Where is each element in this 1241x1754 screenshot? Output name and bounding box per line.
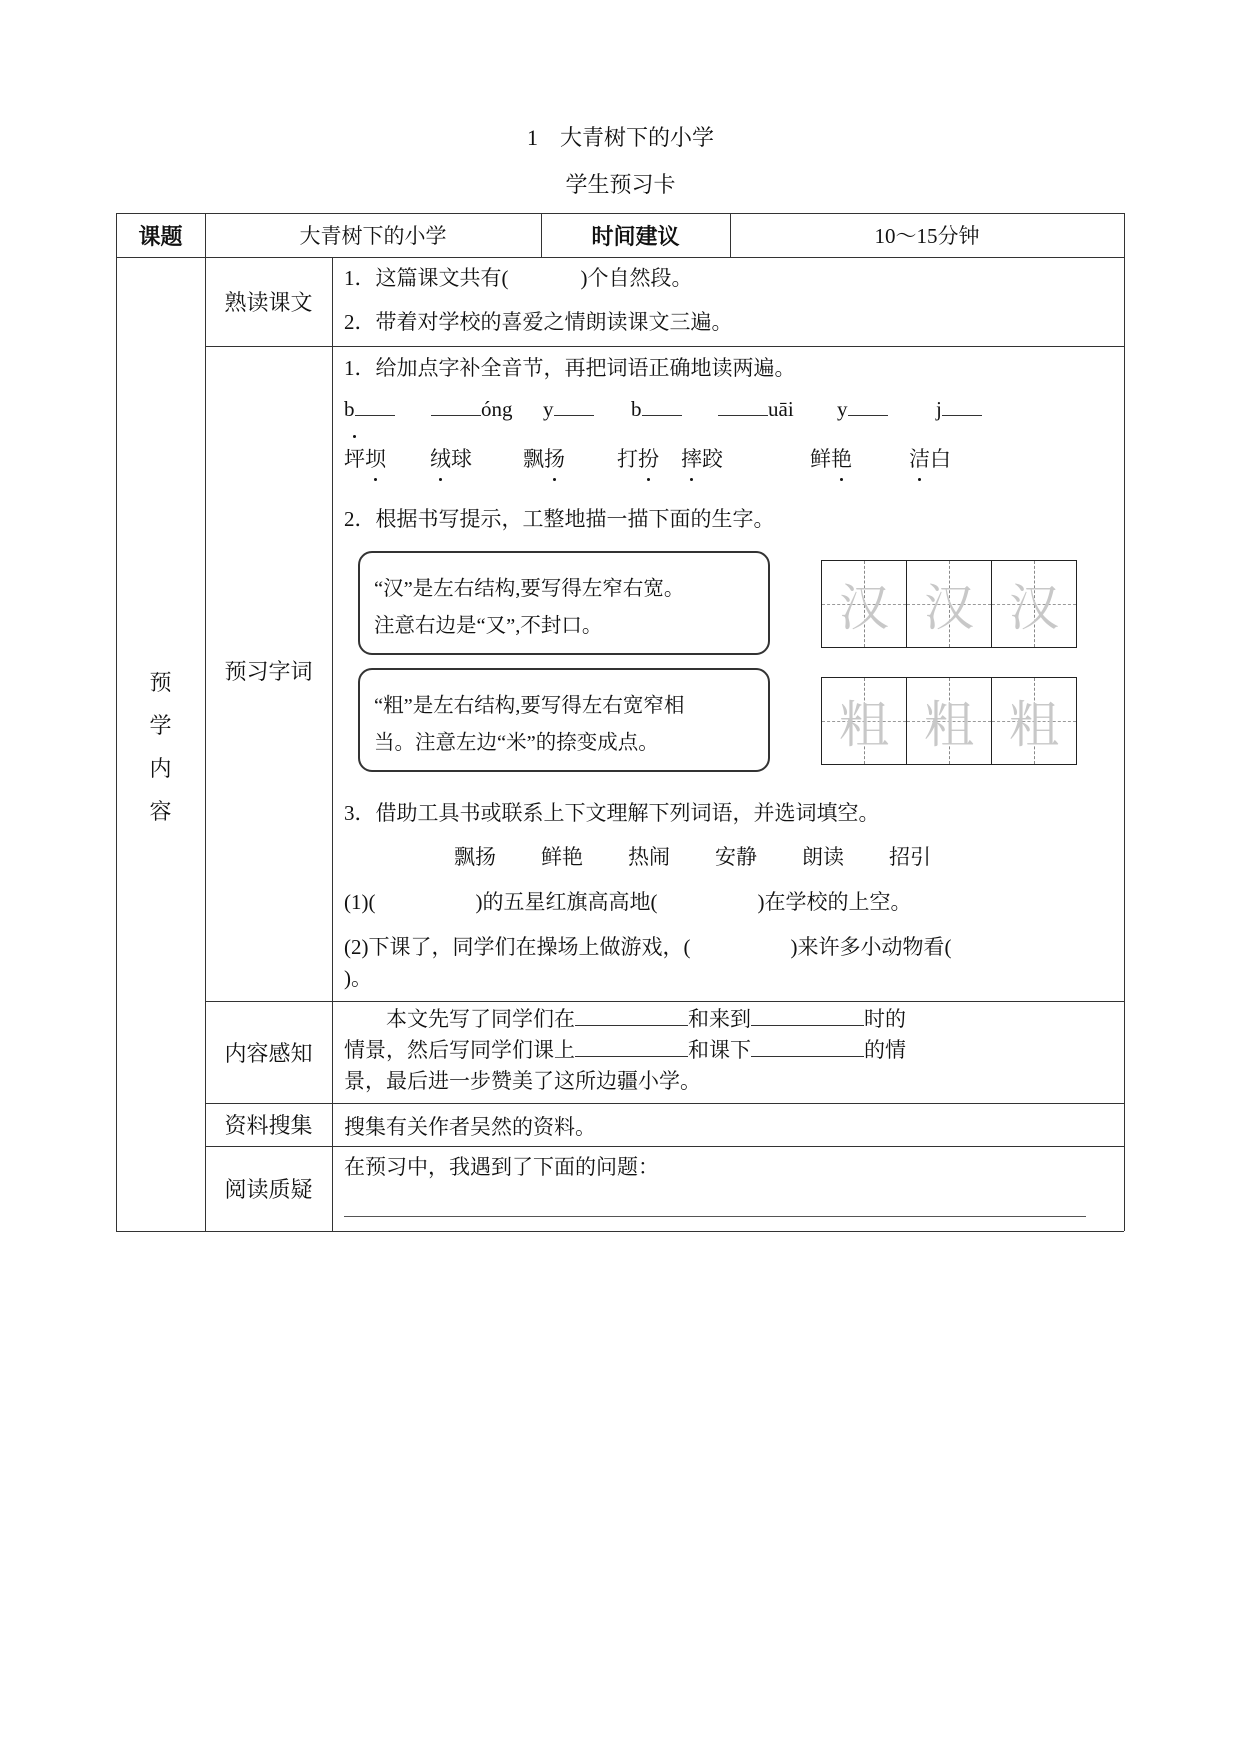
section-label-char: 容 <box>149 800 172 825</box>
word-char: 鲜 <box>810 447 831 471</box>
pinyin-text: b <box>631 397 642 421</box>
reading-item-1-prefix: 1．这篇课文共有( <box>344 266 509 290</box>
dotted-char: 艳 <box>831 443 852 473</box>
vocab-word <box>344 443 386 473</box>
word-choice: 招引 <box>889 845 931 869</box>
question-answer-line[interactable] <box>344 1216 1086 1217</box>
word-choices <box>454 841 931 871</box>
section-label-char: 学 <box>149 714 172 739</box>
pinyin-b-2[interactable] <box>631 397 682 422</box>
divider <box>205 1103 1124 1104</box>
perception-text: 和来到 <box>688 1007 751 1031</box>
pinyin-j[interactable] <box>936 397 982 422</box>
vocab-word <box>523 443 565 473</box>
vocab-word <box>430 443 472 473</box>
tracing-cell[interactable] <box>822 561 907 647</box>
reading-item-1 <box>344 262 693 292</box>
perception-text: 情景，然后写同学们课上 <box>344 1038 575 1062</box>
topic-value: 大青树下的小学 <box>299 224 447 248</box>
table-border-bottom <box>116 1231 1124 1232</box>
tracing-char: 粗 <box>1009 696 1059 754</box>
pinyin-ong[interactable] <box>431 397 513 422</box>
vocab-word <box>617 443 659 473</box>
word-choice: 鲜艳 <box>541 845 583 869</box>
perception-label: 内容感知 <box>224 1041 313 1067</box>
writing-tip-box <box>358 668 770 772</box>
pinyin-text: uāi <box>768 397 794 421</box>
lesson-title <box>0 121 1241 152</box>
tip-line: “粗”是左右结构,要写得左右宽窄相 <box>374 695 685 717</box>
writing-tip-box <box>358 551 770 655</box>
fill-blank[interactable] <box>575 1038 688 1057</box>
tip-line: “汉”是左右结构,要写得左窄右宽。 <box>374 578 685 600</box>
tracing-char: 粗 <box>839 696 889 754</box>
word-choice: 飘扬 <box>454 845 496 869</box>
word-char: 球 <box>451 447 472 471</box>
reading-item-1-suffix: )个自然段。 <box>580 266 693 290</box>
divider <box>332 257 333 1231</box>
tracing-char: 汉 <box>839 579 889 637</box>
vocab-word <box>909 443 951 473</box>
perception-text: 本文先写了同学们在 <box>386 1007 575 1031</box>
pinyin-blank[interactable] <box>431 397 481 416</box>
word-choice: 朗读 <box>802 845 844 869</box>
perception-text: 的情 <box>864 1038 906 1062</box>
research-text: 搜集有关作者吴然的资料。 <box>344 1115 596 1139</box>
pinyin-text: y <box>837 397 848 421</box>
divider <box>205 346 1124 347</box>
fill-blank[interactable] <box>575 1007 688 1026</box>
dotted-char: 洁 <box>909 443 930 473</box>
research-label: 资料搜集 <box>224 1114 313 1139</box>
sentence-1 <box>344 886 911 916</box>
time-value: 10～15分钟 <box>874 224 980 248</box>
dotted-char: 摔 <box>681 443 702 473</box>
pinyin-text: óng <box>481 397 513 421</box>
pinyin-text: b <box>344 397 355 421</box>
dotted-char: 扮 <box>638 443 659 473</box>
word-choice: 热闹 <box>628 845 670 869</box>
pinyin-blank[interactable] <box>554 397 594 416</box>
tracing-char: 粗 <box>924 696 974 754</box>
tracing-cell[interactable] <box>907 678 992 764</box>
topic-label: 课题 <box>138 224 183 250</box>
vocab-word <box>681 443 723 473</box>
tracing-char: 汉 <box>1009 579 1059 637</box>
sentence-text: )来许多小动物看( <box>790 935 952 959</box>
sentence-text: )的五星红旗高高地( <box>475 890 658 914</box>
questions-text: 在预习中，我遇到了下面的问题： <box>344 1155 659 1179</box>
tracing-cell[interactable] <box>992 678 1076 764</box>
perception-line-1 <box>386 1003 906 1033</box>
word-char: 打 <box>617 447 638 471</box>
sentence-2 <box>344 931 951 961</box>
word-char: 坪 <box>344 447 365 471</box>
divider <box>205 1001 1124 1002</box>
perception-text: 和课下 <box>688 1038 751 1062</box>
divider <box>205 1146 1124 1147</box>
sentence-2-end: )。 <box>344 966 372 990</box>
vocab-q3: 3．借助工具书或联系上下文理解下列词语，并选词填空。 <box>344 801 880 825</box>
reading-label: 熟读课文 <box>224 291 313 316</box>
vocab-label: 预习字词 <box>224 659 313 685</box>
tracing-cell[interactable] <box>992 561 1076 647</box>
pinyin-y-1[interactable] <box>543 397 594 422</box>
tip-line: 当。注意左边“米”的捺变成点。 <box>374 732 659 754</box>
tracing-char: 汉 <box>924 579 974 637</box>
table-border-right <box>1124 213 1125 1231</box>
lesson-number: 1 <box>526 125 538 150</box>
fill-blank[interactable] <box>751 1038 864 1057</box>
pinyin-text: y <box>543 397 554 421</box>
questions-label: 阅读质疑 <box>224 1178 313 1203</box>
word-char: 飘 <box>523 447 544 471</box>
reading-item-2: 2．带着对学校的喜爱之情朗读课文三遍。 <box>344 310 733 334</box>
dotted-char: 扬 <box>544 443 565 473</box>
card-title: 学生预习卡 <box>565 173 676 198</box>
pinyin-uai[interactable] <box>718 397 794 422</box>
vocab-q1: 1．给加点字补全音节，再把词语正确地读两遍。 <box>344 356 796 380</box>
perception-text: 时的 <box>864 1007 906 1031</box>
sentence-text: (1)( <box>344 890 376 914</box>
pinyin-y-2[interactable] <box>837 397 888 422</box>
pinyin-blank[interactable] <box>718 397 768 416</box>
perception-line-2 <box>344 1034 906 1064</box>
time-label: 时间建议 <box>591 224 680 250</box>
sentence-text: (2)下课了，同学们在操场上做游戏，( <box>344 935 691 959</box>
word-char: 跤 <box>702 447 723 471</box>
tip-line: 注意右边是“又”,不封口。 <box>374 615 603 637</box>
tracing-grid-han <box>821 560 1077 648</box>
section-label <box>116 662 205 834</box>
pinyin-blank[interactable] <box>355 397 395 416</box>
perception-line-3: 景，最后进一步赞美了这所边疆小学。 <box>344 1069 701 1093</box>
tracing-cell[interactable] <box>907 561 992 647</box>
vocab-word <box>810 443 852 473</box>
pinyin-text: j <box>936 397 942 421</box>
pinyin-blank[interactable] <box>848 397 888 416</box>
sentence-text: )在学校的上空。 <box>757 890 912 914</box>
pinyin-blank[interactable] <box>942 397 982 416</box>
tracing-grid-cu <box>821 677 1077 765</box>
word-char: 白 <box>930 447 951 471</box>
dotted-char: 绒 <box>430 443 451 473</box>
section-label-char: 预 <box>149 671 172 696</box>
lesson-title-text: 大青树下的小学 <box>559 126 714 151</box>
section-label-char: 内 <box>149 757 172 782</box>
pinyin-blank[interactable] <box>642 397 682 416</box>
fill-blank[interactable] <box>751 1007 864 1026</box>
tracing-cell[interactable] <box>822 678 907 764</box>
vocab-q2: 2．根据书写提示，工整地描一描下面的生字。 <box>344 507 775 531</box>
emphasis-dot <box>353 435 356 438</box>
dotted-char: 坝 <box>365 443 386 473</box>
pinyin-b-1[interactable] <box>344 397 395 422</box>
word-choice: 安静 <box>715 845 757 869</box>
